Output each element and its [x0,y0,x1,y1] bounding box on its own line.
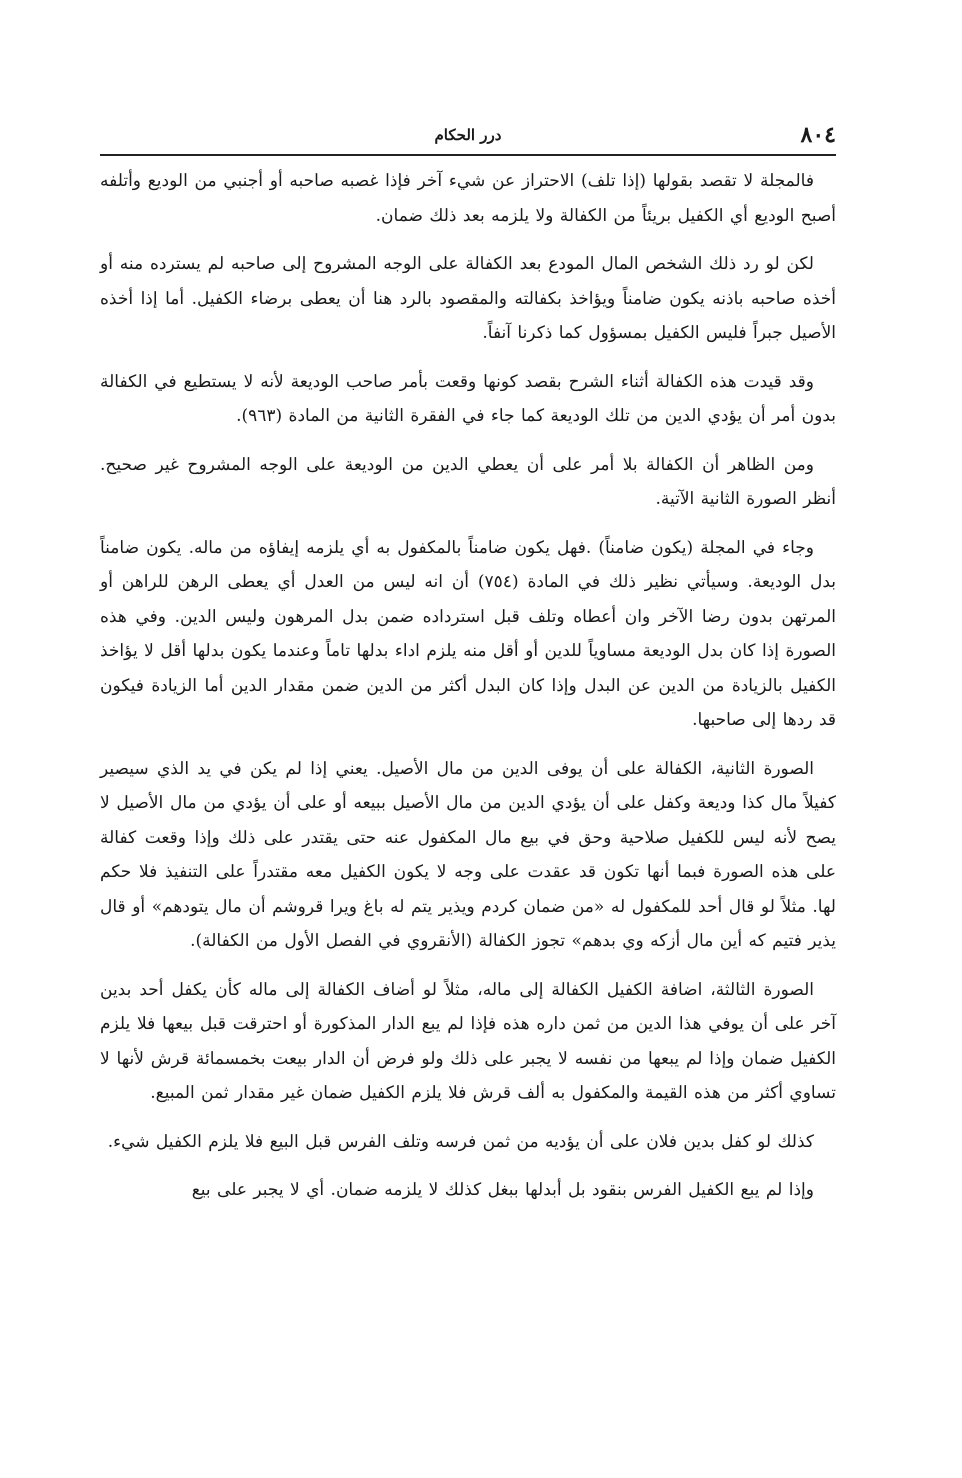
paragraph: فالمجلة لا تقصد بقولها (إذا تلف) الاحتراز عن شيء آخر فإذا غصبه صاحبه أو أجنبي من الوديع وأتلفه أصبح الوديع أي الكفيل بريئاً من الكفالة ولا يلزمه بعد ذلك ضمان. [100,171,836,226]
body-text [100,164,836,1208]
page-header [100,118,836,156]
page-number: ٨٠٤ [800,122,836,148]
running-title: درر الحكام [434,126,502,144]
paragraph: ومن الظاهر أن الكفالة بلا أمر على أن يعطي الدين من الوديعة على الوجه المشروح غير صحيح. أنظر الصورة الثانية الآتية. [100,454,836,509]
paragraph: الصورة الثالثة، اضافة الكفيل الكفالة إلى ماله، مثلاً لو أضاف الكفالة إلى ماله كأن يكفل أحد بدين آخر على أن يوفي هذا الدين من ثمن داره هذه فإذا لم يبع الدار المذكورة أو احترقت قبل بيعها فلا يلزم الكفيل ضمان وإذا لم يبعها من نفسه لا يجبر على ذلك ولو فرض أن الدار بيعت بخمسمائة قرش لأنها لا تساوي أكثر من هذه القيمة والمكفول به ألف قرش فلا يلزم الكفيل ضمان غير مقدار ثمن المبيع. [100,979,836,1103]
document-page [100,118,836,1222]
paragraph: كذلك لو كفل بدين فلان على أن يؤديه من ثمن فرسه وتلف الفرس قبل البيع فلا يلزم الكفيل شيء. [107,1131,814,1152]
paragraph: وقد قيدت هذه الكفالة أثناء الشرح بقصد كونها وقعت بأمر صاحب الوديعة لأنه لا يستطيع في الكفالة بدون أمر أن يؤدي الدين من تلك الوديعة كما جاء في الفقرة الثانية من المادة (٩٦٣). [100,371,836,426]
paragraph: الصورة الثانية، الكفالة على أن يوفى الدين من مال الأصيل. يعني إذا لم يكن في يد الذي سيصير كفيلاً مال كذا وديعة وكفل على أن يؤدي الدين من مال الأصيل ببيعه أو على أن يؤدي من مال الأصيل لا يصح لأنه ليس للكفيل صلاحية وحق في بيع مال المكفول عنه حتى يقتدر على ذلك وإذا وقعت كفالة على هذه الصورة فبما أنها تكون قد عقدت على وجه لا يكون الكفيل معه مقتدراً على التنفيذ فلا حكم لها. مثلاً لو قال أحد للمكفول له «من ضمان كردم ويذير يتم له باغ ويرا قروشم أن مال يتودهم» أو قال يذير فتيم كه أين مال أزكه وي بدهم» تجوز الكفالة (الأنقروي في الفصل الأول من الكفالة). [100,758,836,951]
paragraph: وإذا لم يبع الكفيل الفرس بنقود بل أبدلها ببغل كذلك لا يلزمه ضمان. أي لا يجبر على بيع [191,1180,814,1200]
paragraph: لكن لو رد ذلك الشخص المال المودع بعد الكفالة على الوجه المشروح إلى صاحبه لم يسترده منه أو أخذه صاحبه باذنه يكون ضامناً ويؤاخذ بكفالته والمقصود بالرد هنا أن يعطى برضاء الكفيل. أما إذا أخذه الأصيل جبراً فليس الكفيل بمسؤول كما ذكرنا آنفاً. [100,254,836,343]
paragraph: وجاء في المجلة (يكون ضامناً) .فهل يكون ضامناً بالمكفول به أي يلزمه إيفاؤه من ماله. يكون ضامناً بدل الوديعة. وسيأتي نظير ذلك في المادة (٧٥٤) أن انه ليس من العدل أي يعطى الرهن للراهن أو المرتهن بدون رضا الآخر وان أعطاه وتلف قبل استرداده ضمن بدل المرهون وليس الدين. وفي هذه الصورة إذا كان بدل الوديعة مساوياً للدين أو أقل منه يلزم اداء بدلها تاماً وعندما يكون بدلها أقل لا يؤاخذ الكفيل بالزيادة من الدين عن البدل وإذا كان البدل أكثر من الدين ضمن مقدار الدين أما الزيادة فيكون قد ردها إلى صاحبها. [100,537,836,730]
